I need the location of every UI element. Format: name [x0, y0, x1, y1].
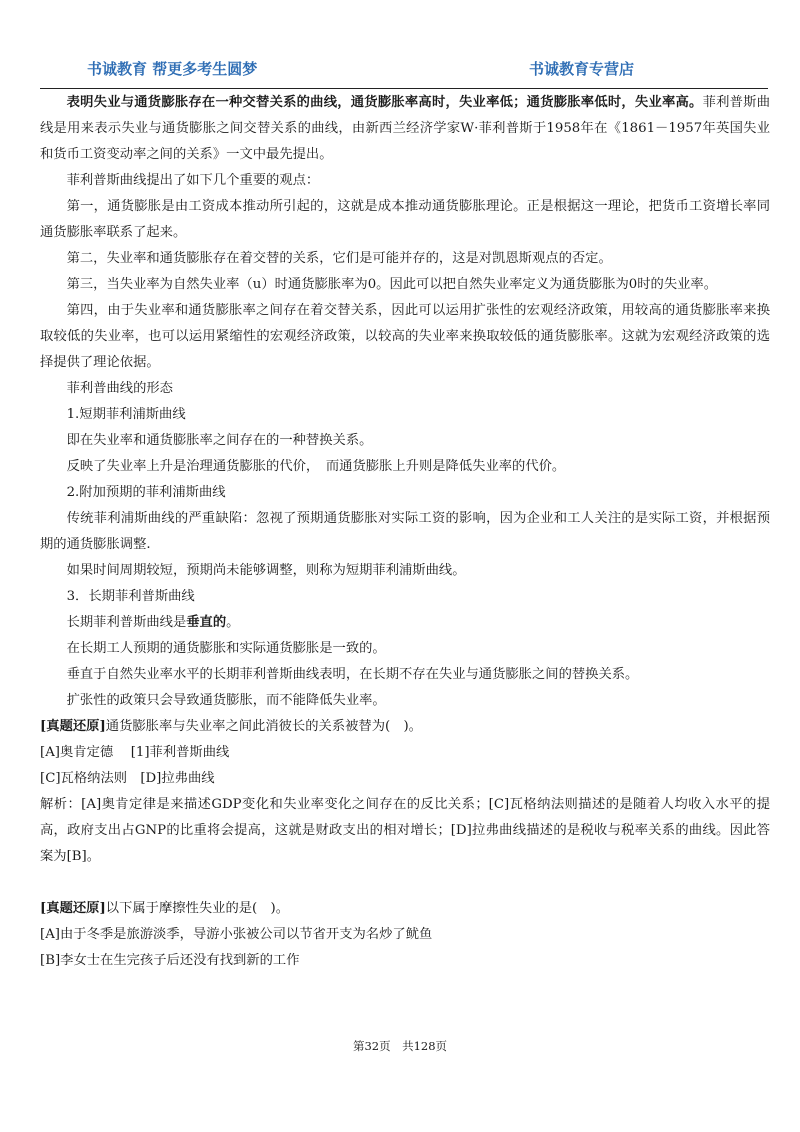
paragraph-expectations-2: 如果时间周期较短，预期尚未能够调整，则称为短期菲利浦斯曲线。: [66, 563, 466, 578]
paragraph-long-run-3: 垂直于自然失业率水平的长期菲利普斯曲线表明，在长期不存在失业与通货膨胀之间的替换关系。: [66, 667, 639, 682]
paragraph-long-run-1: [40, 610, 770, 636]
question-2-text: 以下属于摩擦性失业的是( )。: [105, 901, 290, 916]
definition-bold: 表明失业与通货膨胀存在一种交替关系的曲线，通货膨胀率高时，失业率低；通货膨胀率低时，失业率高。: [66, 95, 703, 110]
question-1-text: 通货膨胀率与失业率之间此消彼长的关系被替为( )。: [105, 719, 422, 734]
question-1-options-ab: [A]奥肯定德 [1]菲利普斯曲线: [40, 745, 230, 760]
question-2-option-a: [A]由于冬季是旅游淡季，导游小张被公司以节省开支为名炒了鱿鱼: [40, 927, 433, 942]
document-body: [40, 90, 770, 974]
page-header: [0, 56, 800, 86]
header-slogan: 书诚教育 帮更多考生圆梦: [87, 60, 258, 78]
heading-expectations: 2.附加预期的菲利浦斯曲线: [66, 485, 226, 500]
question-1-tag: [真题还原]: [40, 719, 106, 734]
long-run-vertical: 垂直的: [186, 615, 227, 630]
paragraph-short-run-2: 反映了失业率上升是治理通货膨胀的代价， 而通货膨胀上升则是降低失业率的代价。: [66, 459, 566, 474]
paragraph-expectations-1: 传统菲利浦斯曲线的严重缺陷：忽视了预期通货膨胀对实际工资的影响，因为企业和工人关注的是实际工资，并根据预期的通货膨胀调整.: [40, 511, 770, 552]
paragraph-definition: [40, 90, 770, 168]
paragraph-long-run-4: 扩张性的政策只会导致通货膨胀，而不能降低失业率。: [66, 693, 386, 708]
paragraph-curve-forms: 菲利普曲线的形态: [66, 381, 173, 396]
header-divider: [40, 88, 768, 89]
paragraph-fourth: 第四，由于失业率和通货膨胀率之间存在着交替关系，因此可以运用扩张性的宏观经济政策，用较高的通货膨胀率来换取较低的失业率，也可以运用紧缩性的宏观经济政策，以较高的失业率来换取较低的通货膨胀率。这就为宏观经济政策的选择提供了理论依据。: [40, 303, 770, 370]
heading-long-run: 3．长期菲利普斯曲线: [66, 589, 195, 604]
question-2-option-b: [B]李女士在生完孩子后还没有找到新的工作: [40, 953, 300, 968]
paragraph-third: 第三，当失业率为自然失业率（u）时通货膨胀率为0。因此可以把自然失业率定义为通货膨胀为0时的失业率。: [66, 277, 718, 292]
paragraph-short-run-1: 即在失业率和通货膨胀率之间存在的一种替换关系。: [66, 433, 373, 448]
long-run-pre: 长期菲利普斯曲线是: [66, 615, 187, 630]
question-1: [40, 714, 770, 740]
page-number: 第32页 共128页: [352, 1039, 448, 1053]
header-store-name: 书诚教育专营店: [529, 60, 635, 78]
long-run-post: 。: [226, 615, 240, 630]
paragraph-first: 第一，通货膨胀是由工资成本推动所引起的，这就是成本推动通货膨胀理论。正是根据这一理论，把货币工资增长率同通货膨胀率联系了起来。: [40, 199, 770, 240]
paragraph-long-run-2: 在长期工人预期的通货膨胀和实际通货膨胀是一致的。: [66, 641, 386, 656]
question-1-options-cd: [C]瓦格纳法则 [D]拉弗曲线: [40, 771, 215, 786]
question-1-analysis: 解析：[A]奥肯定律是来描述GDP变化和失业率变化之间存在的反比关系；[C]瓦格纳法则描述的是随着人均收入水平的提高，政府支出占GNP的比重将会提高，这就是财政支出的相对增长；[D]拉弗曲线描述的是税收与税率关系的曲线。因此答案为[B]。: [40, 797, 770, 864]
heading-short-run: 1.短期菲利浦斯曲线: [66, 407, 186, 422]
paragraph-second: 第二，失业率和通货膨胀存在着交替的关系，它们是可能并存的，这是对凯恩斯观点的否定。: [66, 251, 612, 266]
paragraph-viewpoints-intro: 菲利普斯曲线提出了如下几个重要的观点：: [66, 173, 320, 188]
question-2: [40, 896, 770, 922]
question-2-tag: [真题还原]: [40, 901, 106, 916]
definition-rest: 菲利普斯曲线是用来表示失业与通货膨胀之间交替关系的曲线，由新西兰经济学家W·菲利普斯于1958年在《1861－1957年英国失业和货币工资变动率之间的关系》一文中最先提出。: [40, 95, 771, 162]
spacer: [40, 870, 770, 896]
